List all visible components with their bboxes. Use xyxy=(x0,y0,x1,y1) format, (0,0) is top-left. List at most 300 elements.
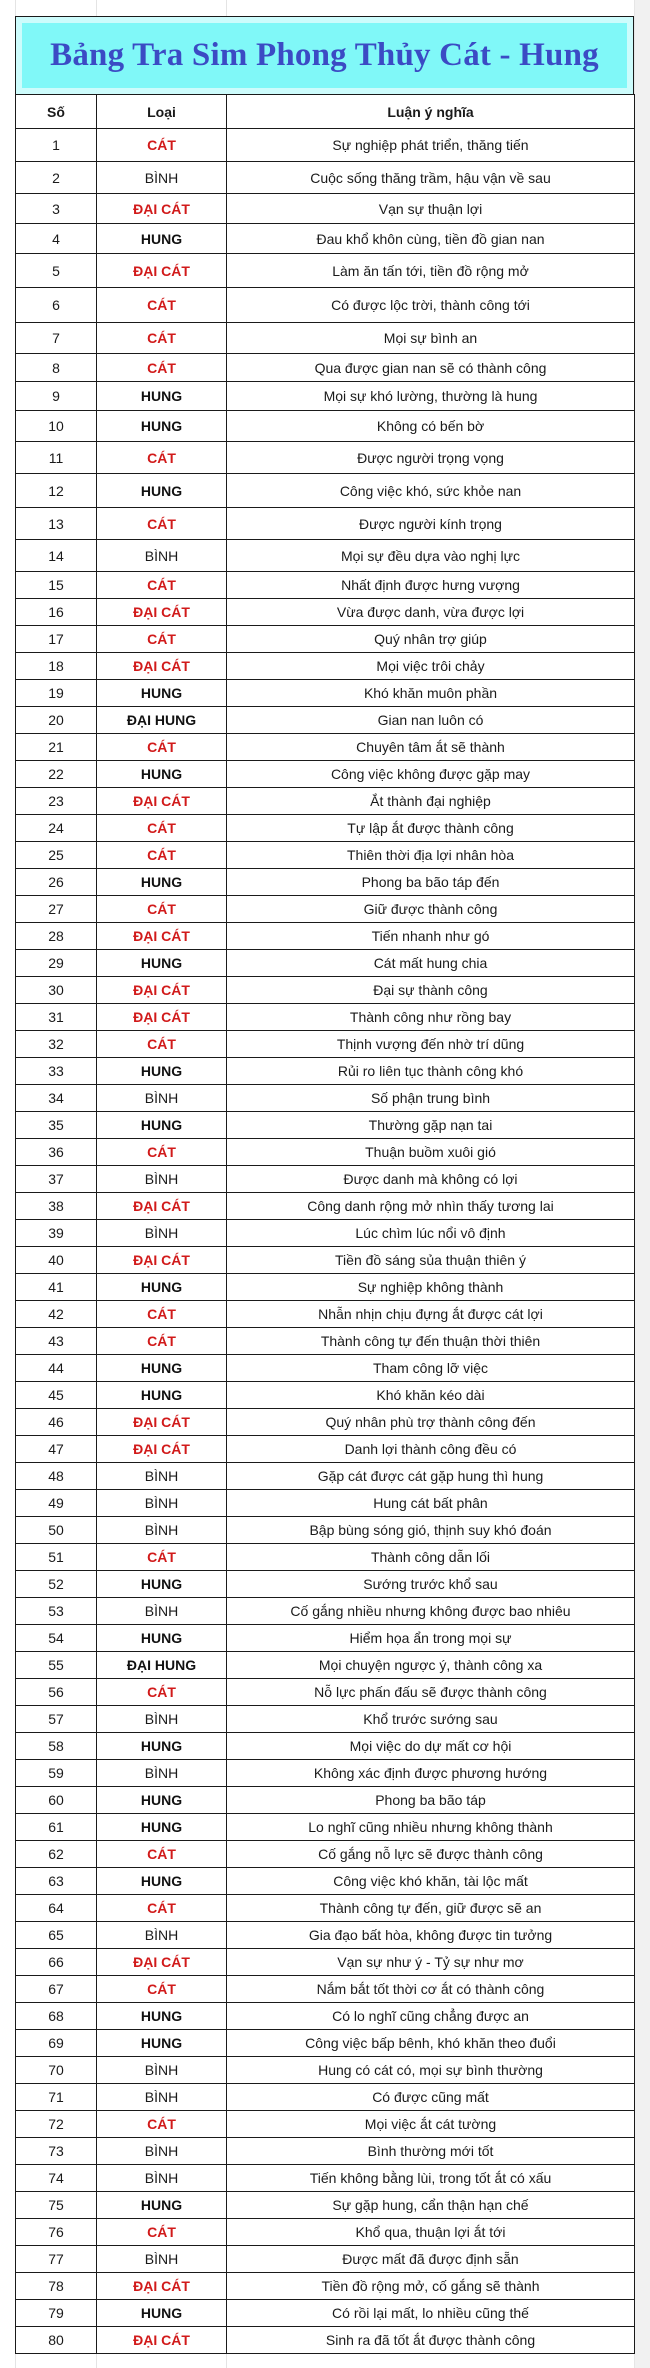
cell-y-nghia: Lo nghĩ cũng nhiều nhưng không thành xyxy=(227,1814,635,1841)
table-row xyxy=(16,1598,635,1625)
cell-y-nghia: Cuộc sống thăng trầm, hậu vận về sau xyxy=(227,162,635,194)
table-row xyxy=(16,2327,635,2354)
table-row xyxy=(16,1166,635,1193)
cell-so: 3 xyxy=(16,194,97,224)
cell-so: 37 xyxy=(16,1166,97,1193)
cell-so: 61 xyxy=(16,1814,97,1841)
table-row xyxy=(16,761,635,788)
cell-so: 63 xyxy=(16,1868,97,1895)
cell-y-nghia: Bình thường mới tốt xyxy=(227,2138,635,2165)
cell-y-nghia: Không có bến bờ xyxy=(227,411,635,442)
cell-y-nghia: Được mất đã được định sẵn xyxy=(227,2246,635,2273)
cell-y-nghia: Sự nghiệp không thành xyxy=(227,1274,635,1301)
cell-so: 29 xyxy=(16,950,97,977)
table-row xyxy=(16,1841,635,1868)
cell-so: 8 xyxy=(16,354,97,382)
cell-loai: HUNG xyxy=(97,2192,227,2219)
cell-so: 77 xyxy=(16,2246,97,2273)
table-row xyxy=(16,1220,635,1247)
cell-y-nghia: Không xác định được phương hướng xyxy=(227,1760,635,1787)
cell-so: 56 xyxy=(16,1679,97,1706)
cell-so: 20 xyxy=(16,707,97,734)
cell-y-nghia: Nhẫn nhịn chịu đựng ắt được cát lợi xyxy=(227,1301,635,1328)
cell-so: 32 xyxy=(16,1031,97,1058)
table-row xyxy=(16,288,635,323)
cell-y-nghia: Công việc khó khăn, tài lộc mất xyxy=(227,1868,635,1895)
cell-so: 5 xyxy=(16,254,97,288)
cell-so: 68 xyxy=(16,2003,97,2030)
cell-loai: HUNG xyxy=(97,382,227,411)
cell-so: 69 xyxy=(16,2030,97,2057)
cell-y-nghia: Vạn sự như ý - Tỷ sự như mơ xyxy=(227,1949,635,1976)
cell-loai: HUNG xyxy=(97,1058,227,1085)
cell-so: 59 xyxy=(16,1760,97,1787)
cell-so: 27 xyxy=(16,896,97,923)
cell-y-nghia: Khó khăn muôn phần xyxy=(227,680,635,707)
cell-loai: HUNG xyxy=(97,1625,227,1652)
cell-y-nghia: Sự gặp hung, cẩn thận hạn chế xyxy=(227,2192,635,2219)
cell-loai: HUNG xyxy=(97,1733,227,1760)
cell-so: 67 xyxy=(16,1976,97,2003)
cell-loai: BÌNH xyxy=(97,1463,227,1490)
cell-loai: HUNG xyxy=(97,2300,227,2327)
cell-loai: BÌNH xyxy=(97,1220,227,1247)
table-body xyxy=(16,129,635,2354)
cell-so: 13 xyxy=(16,508,97,540)
cell-so: 40 xyxy=(16,1247,97,1274)
table-row xyxy=(16,1922,635,1949)
cell-y-nghia: Mọi việc ắt cát tường xyxy=(227,2111,635,2138)
table-row xyxy=(16,1895,635,1922)
table-row xyxy=(16,2003,635,2030)
table-row xyxy=(16,707,635,734)
table-row xyxy=(16,2138,635,2165)
header-so: Số xyxy=(16,95,97,129)
cell-loai: CÁT xyxy=(97,288,227,323)
cell-loai: BÌNH xyxy=(97,1760,227,1787)
table-row xyxy=(16,653,635,680)
cell-loai: CÁT xyxy=(97,1544,227,1571)
cell-loai: ĐẠI CÁT xyxy=(97,1193,227,1220)
cell-loai: CÁT xyxy=(97,572,227,599)
cell-y-nghia: Giữ được thành công xyxy=(227,896,635,923)
cell-loai: ĐẠI CÁT xyxy=(97,1436,227,1463)
table-row xyxy=(16,788,635,815)
cell-so: 44 xyxy=(16,1355,97,1382)
cell-so: 36 xyxy=(16,1139,97,1166)
cell-loai: HUNG xyxy=(97,1112,227,1139)
cell-y-nghia: Cát mất hung chia xyxy=(227,950,635,977)
table-row xyxy=(16,254,635,288)
cell-y-nghia: Cố gắng nhiều nhưng không được bao nhiêu xyxy=(227,1598,635,1625)
cell-loai: CÁT xyxy=(97,734,227,761)
cell-so: 70 xyxy=(16,2057,97,2084)
sim-lookup-sheet xyxy=(15,16,634,2354)
cell-loai: CÁT xyxy=(97,1139,227,1166)
table-row xyxy=(16,540,635,572)
cell-loai: ĐẠI CÁT xyxy=(97,2273,227,2300)
table-row xyxy=(16,1814,635,1841)
cell-y-nghia: Mọi sự khó lường, thường là hung xyxy=(227,382,635,411)
cell-loai: BÌNH xyxy=(97,2246,227,2273)
table-row xyxy=(16,1949,635,1976)
cell-y-nghia: Quý nhân phù trợ thành công đến xyxy=(227,1409,635,1436)
cell-so: 55 xyxy=(16,1652,97,1679)
cell-so: 76 xyxy=(16,2219,97,2246)
cell-y-nghia: Khó khăn kéo dài xyxy=(227,1382,635,1409)
cell-y-nghia: Thịnh vượng đến nhờ trí dũng xyxy=(227,1031,635,1058)
cell-y-nghia: Danh lợi thành công đều có xyxy=(227,1436,635,1463)
cell-loai: CÁT xyxy=(97,354,227,382)
cell-loai: HUNG xyxy=(97,1868,227,1895)
table-row xyxy=(16,1544,635,1571)
table-row xyxy=(16,842,635,869)
cell-so: 73 xyxy=(16,2138,97,2165)
cell-y-nghia: Nắm bắt tốt thời cơ ắt có thành công xyxy=(227,1976,635,2003)
cell-loai: ĐẠI CÁT xyxy=(97,1949,227,1976)
table-row xyxy=(16,1868,635,1895)
cell-so: 46 xyxy=(16,1409,97,1436)
cell-so: 51 xyxy=(16,1544,97,1571)
cell-so: 33 xyxy=(16,1058,97,1085)
cell-so: 49 xyxy=(16,1490,97,1517)
table-row xyxy=(16,411,635,442)
cell-loai: CÁT xyxy=(97,323,227,354)
cell-so: 15 xyxy=(16,572,97,599)
cell-y-nghia: Tiến không bằng lùi, trong tốt ắt có xấu xyxy=(227,2165,635,2192)
cell-y-nghia: Thường gặp nạn tai xyxy=(227,1112,635,1139)
table-row xyxy=(16,1247,635,1274)
table-row xyxy=(16,734,635,761)
cell-y-nghia: Ắt thành đại nghiệp xyxy=(227,788,635,815)
cell-y-nghia: Số phận trung bình xyxy=(227,1085,635,1112)
table-row xyxy=(16,1625,635,1652)
cell-y-nghia: Hung cát bất phân xyxy=(227,1490,635,1517)
table-row xyxy=(16,1463,635,1490)
cell-y-nghia: Đại sự thành công xyxy=(227,977,635,1004)
cell-y-nghia: Phong ba bão táp đến xyxy=(227,869,635,896)
cell-so: 2 xyxy=(16,162,97,194)
table-row xyxy=(16,1679,635,1706)
cell-loai: ĐẠI CÁT xyxy=(97,653,227,680)
cell-loai: BÌNH xyxy=(97,2084,227,2111)
cell-y-nghia: Qua được gian nan sẽ có thành công xyxy=(227,354,635,382)
cell-loai: HUNG xyxy=(97,1274,227,1301)
table-row xyxy=(16,1760,635,1787)
cell-y-nghia: Công việc không được gặp may xyxy=(227,761,635,788)
cell-y-nghia: Được người trọng vọng xyxy=(227,442,635,474)
cell-y-nghia: Thuận buồm xuôi gió xyxy=(227,1139,635,1166)
sim-table xyxy=(15,94,635,2354)
cell-so: 28 xyxy=(16,923,97,950)
cell-loai: CÁT xyxy=(97,1301,227,1328)
table-row xyxy=(16,1706,635,1733)
cell-so: 80 xyxy=(16,2327,97,2354)
header-row xyxy=(16,95,635,129)
cell-y-nghia: Gia đạo bất hòa, không được tin tưởng xyxy=(227,1922,635,1949)
cell-so: 50 xyxy=(16,1517,97,1544)
cell-so: 58 xyxy=(16,1733,97,1760)
cell-y-nghia: Tham công lỡ việc xyxy=(227,1355,635,1382)
cell-so: 57 xyxy=(16,1706,97,1733)
cell-so: 52 xyxy=(16,1571,97,1598)
cell-y-nghia: Khổ trước sướng sau xyxy=(227,1706,635,1733)
cell-loai: ĐẠI CÁT xyxy=(97,1247,227,1274)
cell-so: 19 xyxy=(16,680,97,707)
table-row xyxy=(16,2165,635,2192)
table-row xyxy=(16,1301,635,1328)
cell-y-nghia: Lúc chìm lúc nổi vô định xyxy=(227,1220,635,1247)
table-row xyxy=(16,680,635,707)
cell-loai: CÁT xyxy=(97,626,227,653)
cell-loai: BÌNH xyxy=(97,540,227,572)
cell-y-nghia: Nhất định được hưng vượng xyxy=(227,572,635,599)
cell-so: 74 xyxy=(16,2165,97,2192)
table-row xyxy=(16,1571,635,1598)
table-row xyxy=(16,1031,635,1058)
table-row xyxy=(16,1193,635,1220)
table-row xyxy=(16,1652,635,1679)
cell-loai: BÌNH xyxy=(97,2165,227,2192)
cell-y-nghia: Công việc khó, sức khỏe nan xyxy=(227,474,635,508)
table-row xyxy=(16,923,635,950)
table-row xyxy=(16,194,635,224)
cell-loai: HUNG xyxy=(97,1382,227,1409)
table-row xyxy=(16,1139,635,1166)
cell-y-nghia: Có được cũng mất xyxy=(227,2084,635,2111)
cell-so: 7 xyxy=(16,323,97,354)
cell-so: 53 xyxy=(16,1598,97,1625)
cell-y-nghia: Gian nan luôn có xyxy=(227,707,635,734)
table-row xyxy=(16,1382,635,1409)
cell-loai: BÌNH xyxy=(97,1706,227,1733)
cell-y-nghia: Có lo nghĩ cũng chẳng được an xyxy=(227,2003,635,2030)
cell-so: 72 xyxy=(16,2111,97,2138)
cell-y-nghia: Chuyên tâm ắt sẽ thành xyxy=(227,734,635,761)
cell-so: 25 xyxy=(16,842,97,869)
cell-y-nghia: Công việc bấp bênh, khó khăn theo đuổi xyxy=(227,2030,635,2057)
cell-so: 78 xyxy=(16,2273,97,2300)
cell-loai: CÁT xyxy=(97,442,227,474)
table-row xyxy=(16,869,635,896)
cell-y-nghia: Được người kính trọng xyxy=(227,508,635,540)
cell-so: 10 xyxy=(16,411,97,442)
cell-y-nghia: Tiền đồ rộng mở, cố gắng sẽ thành xyxy=(227,2273,635,2300)
cell-so: 17 xyxy=(16,626,97,653)
cell-y-nghia: Có được lộc trời, thành công tới xyxy=(227,288,635,323)
cell-y-nghia: Thiên thời địa lợi nhân hòa xyxy=(227,842,635,869)
cell-so: 42 xyxy=(16,1301,97,1328)
table-row xyxy=(16,572,635,599)
cell-loai: CÁT xyxy=(97,815,227,842)
cell-loai: BÌNH xyxy=(97,1166,227,1193)
cell-loai: ĐẠI HUNG xyxy=(97,1652,227,1679)
cell-loai: ĐẠI CÁT xyxy=(97,599,227,626)
table-row xyxy=(16,977,635,1004)
cell-so: 6 xyxy=(16,288,97,323)
cell-loai: HUNG xyxy=(97,869,227,896)
cell-loai: CÁT xyxy=(97,1679,227,1706)
table-row xyxy=(16,2273,635,2300)
cell-y-nghia: Hung có cát có, mọi sự bình thường xyxy=(227,2057,635,2084)
table-row xyxy=(16,1085,635,1112)
cell-y-nghia: Sướng trước khổ sau xyxy=(227,1571,635,1598)
table-row xyxy=(16,1787,635,1814)
cell-y-nghia: Làm ăn tấn tới, tiền đồ rộng mở xyxy=(227,254,635,288)
table-row xyxy=(16,442,635,474)
cell-loai: BÌNH xyxy=(97,1085,227,1112)
cell-loai: CÁT xyxy=(97,1895,227,1922)
cell-loai: ĐẠI CÁT xyxy=(97,1409,227,1436)
cell-so: 30 xyxy=(16,977,97,1004)
cell-so: 24 xyxy=(16,815,97,842)
cell-so: 39 xyxy=(16,1220,97,1247)
cell-so: 45 xyxy=(16,1382,97,1409)
table-row xyxy=(16,2300,635,2327)
cell-y-nghia: Gặp cát được cát gặp hung thì hung xyxy=(227,1463,635,1490)
table-row xyxy=(16,2084,635,2111)
cell-loai: HUNG xyxy=(97,1787,227,1814)
cell-y-nghia: Thành công như rồng bay xyxy=(227,1004,635,1031)
cell-y-nghia: Thành công tự đến thuận thời thiên xyxy=(227,1328,635,1355)
table-row xyxy=(16,1490,635,1517)
table-row xyxy=(16,382,635,411)
table-row xyxy=(16,1409,635,1436)
table-row xyxy=(16,1517,635,1544)
cell-loai: BÌNH xyxy=(97,1517,227,1544)
cell-y-nghia: Rủi ro liên tục thành công khó xyxy=(227,1058,635,1085)
table-row xyxy=(16,508,635,540)
cell-so: 65 xyxy=(16,1922,97,1949)
table-row xyxy=(16,1274,635,1301)
cell-y-nghia: Khổ qua, thuận lợi ắt tới xyxy=(227,2219,635,2246)
cell-so: 1 xyxy=(16,129,97,162)
cell-loai: ĐẠI CÁT xyxy=(97,923,227,950)
cell-loai: HUNG xyxy=(97,2003,227,2030)
cell-so: 26 xyxy=(16,869,97,896)
cell-loai: ĐẠI CÁT xyxy=(97,254,227,288)
cell-loai: BÌNH xyxy=(97,1598,227,1625)
cell-y-nghia: Mọi chuyện ngược ý, thành công xa xyxy=(227,1652,635,1679)
cell-so: 4 xyxy=(16,224,97,254)
table-row xyxy=(16,1355,635,1382)
table-row xyxy=(16,1112,635,1139)
table-row xyxy=(16,2057,635,2084)
table-row xyxy=(16,474,635,508)
title-banner xyxy=(15,16,634,94)
table-row xyxy=(16,1733,635,1760)
header-y-nghia: Luận ý nghĩa xyxy=(227,95,635,129)
cell-so: 22 xyxy=(16,761,97,788)
table-row xyxy=(16,2246,635,2273)
cell-y-nghia: Mọi việc do dự mất cơ hội xyxy=(227,1733,635,1760)
cell-loai: ĐẠI CÁT xyxy=(97,977,227,1004)
cell-y-nghia: Cố gắng nỗ lực sẽ được thành công xyxy=(227,1841,635,1868)
table-row xyxy=(16,896,635,923)
scrollbar[interactable] xyxy=(634,0,650,2368)
cell-so: 31 xyxy=(16,1004,97,1031)
cell-so: 11 xyxy=(16,442,97,474)
cell-so: 21 xyxy=(16,734,97,761)
cell-loai: CÁT xyxy=(97,842,227,869)
table-row xyxy=(16,354,635,382)
table-row xyxy=(16,599,635,626)
cell-loai: BÌNH xyxy=(97,1490,227,1517)
cell-loai: HUNG xyxy=(97,224,227,254)
cell-y-nghia: Công danh rộng mở nhìn thấy tương lai xyxy=(227,1193,635,1220)
cell-loai: HUNG xyxy=(97,1571,227,1598)
cell-so: 14 xyxy=(16,540,97,572)
cell-loai: ĐẠI CÁT xyxy=(97,2327,227,2354)
cell-so: 47 xyxy=(16,1436,97,1463)
cell-loai: ĐẠI CÁT xyxy=(97,788,227,815)
table-row xyxy=(16,1004,635,1031)
cell-loai: BÌNH xyxy=(97,1922,227,1949)
cell-y-nghia: Phong ba bão táp xyxy=(227,1787,635,1814)
cell-so: 54 xyxy=(16,1625,97,1652)
cell-loai: CÁT xyxy=(97,129,227,162)
cell-y-nghia: Sinh ra đã tốt ắt được thành công xyxy=(227,2327,635,2354)
cell-y-nghia: Nỗ lực phấn đấu sẽ được thành công xyxy=(227,1679,635,1706)
cell-so: 64 xyxy=(16,1895,97,1922)
cell-y-nghia: Hiểm họa ẩn trong mọi sự xyxy=(227,1625,635,1652)
cell-loai: CÁT xyxy=(97,2219,227,2246)
cell-y-nghia: Tiến nhanh như gó xyxy=(227,923,635,950)
cell-loai: CÁT xyxy=(97,508,227,540)
cell-y-nghia: Bập bùng sóng gió, thịnh suy khó đoán xyxy=(227,1517,635,1544)
cell-loai: CÁT xyxy=(97,1976,227,2003)
cell-loai: HUNG xyxy=(97,950,227,977)
cell-so: 9 xyxy=(16,382,97,411)
cell-so: 23 xyxy=(16,788,97,815)
table-row xyxy=(16,1058,635,1085)
table-row xyxy=(16,1436,635,1463)
cell-y-nghia: Vừa được danh, vừa được lợi xyxy=(227,599,635,626)
table-row xyxy=(16,950,635,977)
cell-loai: ĐẠI CÁT xyxy=(97,194,227,224)
cell-loai: HUNG xyxy=(97,761,227,788)
cell-y-nghia: Vạn sự thuận lợi xyxy=(227,194,635,224)
cell-so: 62 xyxy=(16,1841,97,1868)
table-row xyxy=(16,2219,635,2246)
cell-y-nghia: Mọi sự bình an xyxy=(227,323,635,354)
cell-loai: ĐẠI HUNG xyxy=(97,707,227,734)
cell-so: 34 xyxy=(16,1085,97,1112)
cell-y-nghia: Thành công tự đến, giữ được sẽ an xyxy=(227,1895,635,1922)
title-fill xyxy=(22,23,627,88)
cell-y-nghia: Có rồi lại mất, lo nhiều cũng thế xyxy=(227,2300,635,2327)
cell-loai: HUNG xyxy=(97,411,227,442)
table-row xyxy=(16,162,635,194)
cell-y-nghia: Mọi sự đều dựa vào nghị lực xyxy=(227,540,635,572)
cell-so: 41 xyxy=(16,1274,97,1301)
cell-loai: CÁT xyxy=(97,1031,227,1058)
cell-so: 16 xyxy=(16,599,97,626)
cell-y-nghia: Tự lập ắt được thành công xyxy=(227,815,635,842)
cell-y-nghia: Quý nhân trợ giúp xyxy=(227,626,635,653)
cell-y-nghia: Đau khổ khôn cùng, tiền đồ gian nan xyxy=(227,224,635,254)
cell-loai: CÁT xyxy=(97,896,227,923)
cell-y-nghia: Sự nghiệp phát triển, thăng tiến xyxy=(227,129,635,162)
cell-y-nghia: Tiền đồ sáng sủa thuận thiên ý xyxy=(227,1247,635,1274)
cell-loai: CÁT xyxy=(97,1328,227,1355)
cell-loai: BÌNH xyxy=(97,2138,227,2165)
cell-loai: CÁT xyxy=(97,1841,227,1868)
cell-so: 18 xyxy=(16,653,97,680)
cell-loai: BÌNH xyxy=(97,2057,227,2084)
cell-y-nghia: Được danh mà không có lợi xyxy=(227,1166,635,1193)
cell-loai: HUNG xyxy=(97,680,227,707)
